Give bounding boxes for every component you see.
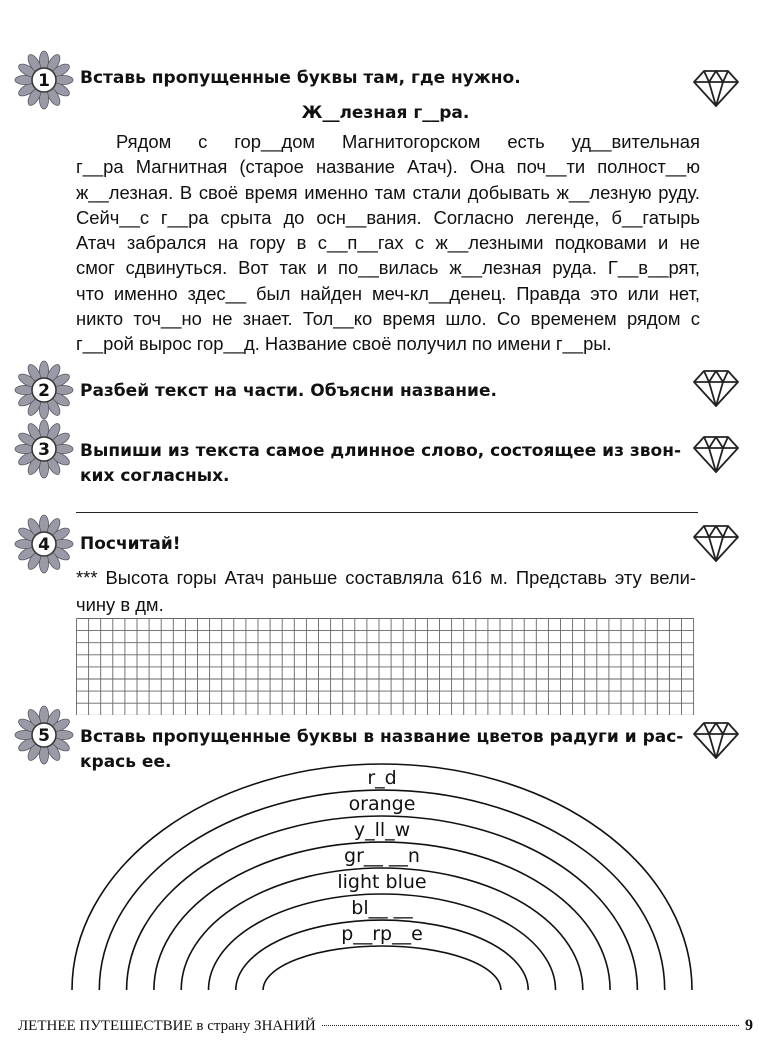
task-number: 4 xyxy=(38,535,50,555)
rainbow-color-label: light blue xyxy=(337,871,427,893)
story-line: г__рой вырос гор__д. Название своё получил по имени г__ры. xyxy=(76,333,612,355)
task-4-line: чину в дм. xyxy=(76,594,164,615)
task-number: 1 xyxy=(38,71,50,91)
page-footer xyxy=(18,1017,753,1035)
rainbow-color-label: p__rp__e xyxy=(341,923,423,945)
story-line: что именно здес__ был найден меч-кл__денец. Правда это или нет, xyxy=(76,282,700,304)
task-number: 5 xyxy=(38,726,50,746)
story-title: Ж__лезная г__ра. xyxy=(301,103,470,123)
footer-leader-dots xyxy=(322,1025,739,1026)
task-4-title: Посчитай! xyxy=(80,534,181,554)
task-5-title-line: крась ее. xyxy=(80,752,172,772)
rainbow-color-label: r_d xyxy=(367,767,397,789)
rainbow-color-label: orange xyxy=(348,793,416,815)
diamond-icon xyxy=(692,523,740,563)
answer-grid[interactable] xyxy=(76,618,696,715)
task-3-title xyxy=(80,439,681,489)
story-line: ж__лезная. В своё время именно там стали добывать ж__лезную руду. xyxy=(76,181,700,203)
story-line: смог сдвинуться. Вот так и по__вилась ж__лезная руда. Г__в__рят, xyxy=(76,257,700,279)
footer-title: ЛЕТНЕЕ ПУТЕШЕСТВИЕ в страну ЗНАНИЙ xyxy=(18,1018,316,1034)
task-4-text xyxy=(76,564,696,618)
rainbow-color-label: gr__ __n xyxy=(344,845,420,867)
task-3-title-line: ких согласных. xyxy=(80,466,230,486)
task-4-line: *** Высота горы Атач раньше составляла 616 м. Представь эту вели- xyxy=(76,567,696,588)
story-paragraph xyxy=(76,129,700,357)
flower-number-icon xyxy=(12,417,76,481)
rainbow-diagram xyxy=(0,760,771,1000)
task-5-title-line: Вставь пропущенные буквы в название цветов радуги и рас- xyxy=(80,727,684,747)
flower-number-icon xyxy=(12,703,76,767)
rainbow-color-label: y_ll_w xyxy=(353,819,411,841)
task-1-title: Вставь пропущенные буквы там, где нужно. xyxy=(80,68,521,88)
diamond-icon xyxy=(692,68,740,108)
answer-line[interactable] xyxy=(76,512,698,513)
story-line: Атач забрался на гору в с__п__гах с ж__лезными подковами и не xyxy=(76,232,700,254)
diamond-icon xyxy=(692,368,740,408)
task-3-title-line: Выпиши из текста самое длинное слово, состоящее из звон- xyxy=(80,441,682,461)
story-line: Сейч__с г__ра срыта до осн__вания. Согласно легенде, б__гатырь xyxy=(76,206,700,228)
story-line: никто точ__но не знает. Тол__ко время шло. Со временем рядом с xyxy=(76,308,700,330)
page-number: 9 xyxy=(745,1017,753,1034)
flower-number-icon xyxy=(12,358,76,422)
rainbow-arc xyxy=(263,946,501,990)
story-line: г__ра Магнитная (старое название Атач). Она поч__ти полност__ю xyxy=(76,156,700,178)
story-line: Рядом с гор__дом Магнитогорском есть уд__вительная xyxy=(116,131,700,152)
task-2-title: Разбей текст на части. Объясни название. xyxy=(80,381,497,401)
flower-number-icon xyxy=(12,512,76,576)
rainbow-color-label: bl__ __ xyxy=(351,897,413,919)
task-number: 3 xyxy=(38,440,50,460)
diamond-icon xyxy=(692,720,740,760)
diamond-icon xyxy=(692,434,740,474)
task-number: 2 xyxy=(38,381,50,401)
